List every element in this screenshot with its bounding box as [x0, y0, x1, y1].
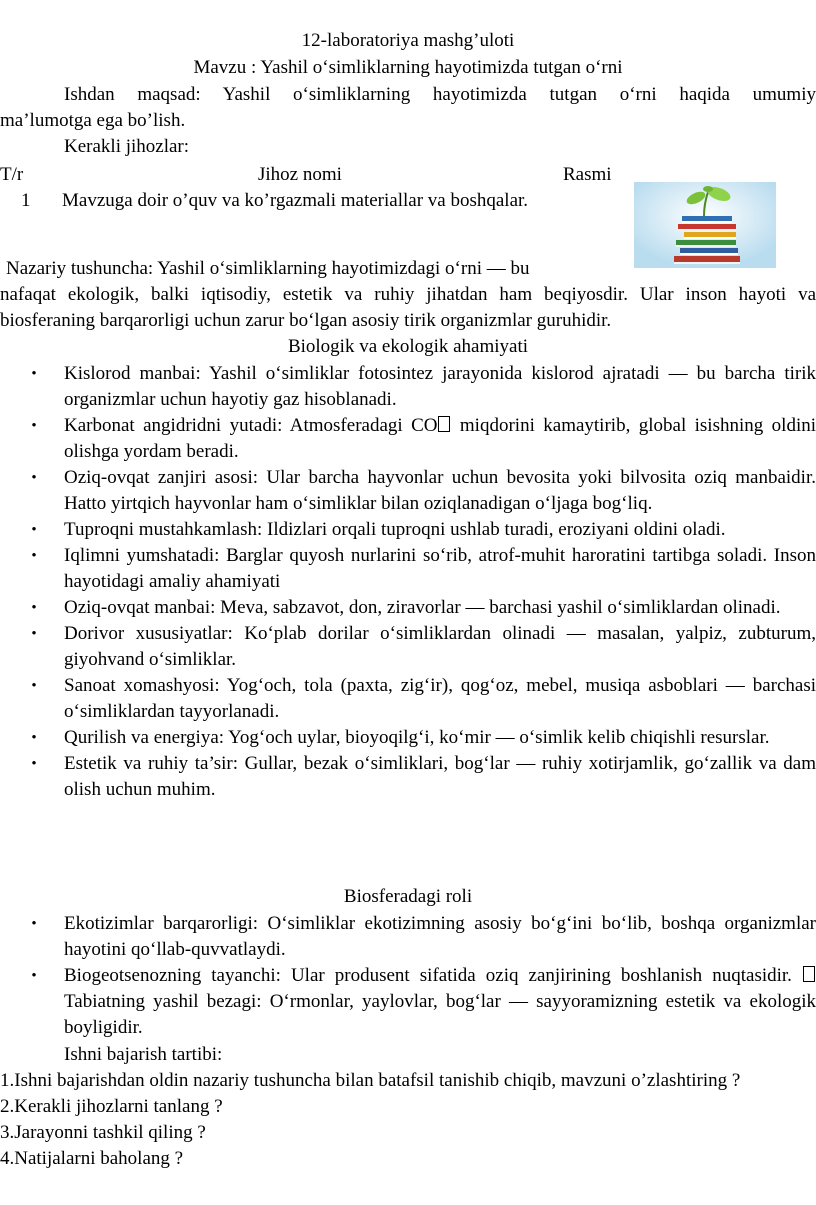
list-item: • Estetik va ruhiy ta’sir: Gullar, bezak o‘simliklari, bog‘lar — ruhiy xotirjamlik, go‘zallik va dam olish uchun muhim. [31, 753, 816, 800]
procedure-section [0, 1042, 816, 1172]
bullet-text: Iqlimni yumshatadi: Barglar quyosh nurlarini so‘rib, atrof-muhit haroratini tartibga soladi. Inson hayotidagi amaliy ahamiyati [64, 545, 816, 592]
list-item: • Tuproqni mustahkamlash: Ildizlari orqali tuproqni ushlab turadi, eroziyani oldini oladi. [31, 519, 726, 540]
col-name-header: Jihoz nomi [258, 164, 342, 185]
section-heading-biologik: Biologik va ekologik ahamiyati [287, 336, 529, 357]
goal-paragraph [0, 82, 816, 160]
list-item: • Oziq-ovqat manbai: Meva, sabzavot, don, ziravorlar — barchasi yashil o‘simliklardan olinadi. [31, 597, 781, 618]
goal-line-2: ma’lumotga ega bo’lish. [0, 110, 186, 131]
bullet-text: Kislorod manbai: Yashil o‘simliklar fotosintez jarayonida kislorod ajratadi — bu barcha tirik organizmlar uchun hayotiy gaz hisoblanadi. [64, 363, 816, 410]
theory-rest: nafaqat ekologik, balki iqtisodiy, estetik va ruhiy jihatdan ham beqiyosdir. Ular inson hayoti va biosferaning barqarorligi uchun zarur bo‘lgan asosiy tirik organizmlar guruhidir. [0, 284, 816, 331]
list-item: • Iqlimni yumshatadi: Barglar quyosh nurlarini so‘rib, atrof-muhit haroratini tartibga soladi. Inson hayotidagi amaliy ahamiyati [31, 545, 816, 592]
bullet-text: Estetik va ruhiy ta’sir: Gullar, bezak o‘simliklari, bog‘lar — ruhiy xotirjamlik, go‘zallik va dam olish uchun muhim. [64, 753, 816, 800]
list-item: • Karbonat angidridni yutadi: Atmosferadagi CO miqdorini kamaytirib, global isishning oldini olishga yordam beradi. [31, 415, 816, 462]
col-number-header: T/r [0, 164, 24, 185]
bullet-text: Dorivor xususiyatlar: Ko‘plab dorilar o‘simliklardan olinadi — masalan, yalpiz, zubturum, giyohvand o‘simliklar. [64, 623, 816, 670]
equipment-table-header [0, 162, 620, 188]
bullet-text: Qurilish va energiya: Yog‘och uylar, bioyoqilg‘i, ko‘mir — o‘simlik kelib chiqishli resurslar. [64, 727, 770, 748]
bullet-text-suffix: miqdorini kamaytirib, global isishning oldini olishga yordam beradi. [64, 415, 816, 462]
books-with-sprout-icon [634, 182, 776, 268]
bullet-text: Sanoat xomashyosi: Yog‘och, tola (paxta, zig‘ir), qog‘oz, mebel, musiqa asboblari — barchasi o‘simliklardan tayyorlanadi. [64, 675, 816, 722]
list-item: • Oziq-ovqat zanjiri asosi: Ular barcha hayvonlar uchun bevosita yoki bilvosita oziq manbaidir. Hatto yirtqich hayvonlar ham o‘simliklar bilan oziqlanadigan o‘ljaga bog‘liq. [31, 467, 816, 514]
section-heading-biosfera: Biosferadagi roli [343, 886, 473, 907]
goal-line-1: Ishdan maqsad: Yashil o‘simliklarning hayotimizda tutgan o‘rni haqida umumiy [64, 84, 816, 105]
bullet-text-suffix: Tabiatning yashil bezagi: O‘rmonlar, yaylovlar, bog‘lar — sayyoramizning estetik va ekologik boyligidir. [64, 991, 816, 1038]
bullet-text: Tuproqni mustahkamlash: Ildizlari orqali tuproqni ushlab turadi, eroziyani oldini oladi. [64, 519, 726, 540]
bullet-text: Ekotizimlar barqarorligi: O‘simliklar ekotizimning asosiy bo‘g‘ini bo‘lib, boshqa organizmlar hayotini qo‘llab-quvvatlaydi. [64, 913, 816, 960]
list-item: • Biogeotsenozning tayanchi: Ular produsent sifatida oziq zanjirining boshlanish nuqtasidir. Tabiatning yashil bezagi: O‘rmonlar, yaylovlar, bog‘lar — sayyoramizning estetik va ekologik boyligidir. [31, 965, 816, 1038]
procedure-step: 4.Natijalarni baholang ? [0, 1148, 184, 1169]
list-item: • Qurilish va energiya: Yog‘och uylar, bioyoqilg‘i, ko‘mir — o‘simlik kelib chiqishli resurslar. [31, 727, 770, 748]
row-number: 1 [21, 190, 31, 211]
bullet-text: Biogeotsenozning tayanchi: Ular produsent sifatida oziq zanjirining boshlanish nuqtasidir. [64, 965, 792, 986]
list-item: • Sanoat xomashyosi: Yog‘och, tola (paxta, zig‘ir), qog‘oz, mebel, musiqa asboblari — barchasi o‘simliklardan tayyorlanadi. [31, 675, 816, 722]
theory-first-line: Nazariy tushuncha: Yashil o‘simliklarning hayotimizdagi o‘rni — bu [6, 258, 530, 279]
equipment-table-row [0, 188, 620, 214]
list-item: • Dorivor xususiyatlar: Ko‘plab dorilar o‘simliklardan olinadi — masalan, yalpiz, zubturum, giyohvand o‘simliklar. [31, 623, 816, 670]
missing-glyph-box [438, 416, 450, 432]
missing-glyph-box [803, 966, 815, 982]
list-item: • Kislorod manbai: Yashil o‘simliklar fotosintez jarayonida kislorod ajratadi — bu barcha tirik organizmlar uchun hayotiy gaz hisoblanadi. [31, 363, 816, 410]
procedure-heading: Ishni bajarish tartibi: [64, 1044, 223, 1065]
biologik-bullet-list [0, 361, 816, 803]
list-item: • Ekotizimlar barqarorligi: O‘simliklar ekotizimning asosiy bo‘g‘ini bo‘lib, boshqa organizmlar hayotini qo‘llab-quvvatlaydi. [31, 913, 816, 960]
procedure-step: 3.Jarayonni tashkil qiling ? [0, 1122, 206, 1143]
row-equipment-name: Mavzuga doir o’quv va ko’rgazmali materiallar va boshqalar. [62, 190, 529, 211]
bullet-text: Karbonat angidridni yutadi: Atmosferadagi CO [64, 415, 438, 436]
bullet-text: Oziq-ovqat zanjiri asosi: Ular barcha hayvonlar uchun bevosita yoki bilvosita oziq manbaidir. Hatto yirtqich hayvonlar ham o‘simliklar bilan oziqlanadigan o‘ljaga bog‘liq. [64, 467, 816, 514]
procedure-step: 1.Ishni bajarishdan oldin nazariy tushuncha bilan batafsil tanishib chiqib, mavzuni o’zlashtiring ? [0, 1070, 741, 1091]
equipment-label: Kerakli jihozlar: [64, 136, 190, 157]
bullet-text: Oziq-ovqat manbai: Meva, sabzavot, don, ziravorlar — barchasi yashil o‘simliklardan olinadi. [64, 597, 781, 618]
procedure-step: 2.Kerakli jihozlarni tanlang ? [0, 1096, 223, 1117]
topic-line: Mavzu : Yashil o‘simliklarning hayotimizda tutgan o‘rni [193, 57, 623, 78]
col-image-header: Rasmi [563, 164, 612, 185]
biosfera-bullet-list [0, 911, 816, 1041]
lab-title: 12-laboratoriya mashg’uloti [301, 30, 515, 51]
